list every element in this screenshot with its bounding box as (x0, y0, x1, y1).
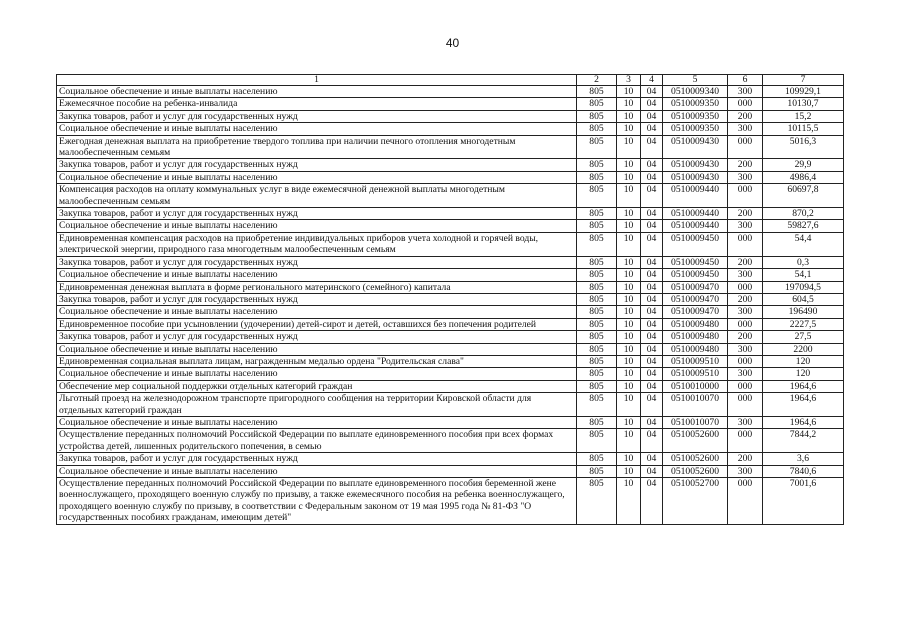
table-row (57, 343, 844, 355)
row-razdel: 10 (617, 380, 641, 392)
row-name: Компенсация расходов на оплату коммунальных услуг в виде ежемесячной денежной выплаты многодетным малообеспеченным семьям (57, 184, 577, 208)
header-col-5: 5 (663, 75, 728, 86)
row-razdel: 10 (617, 123, 641, 135)
row-name: Осуществление переданных полномочий Российской Федерации по выплате единовременного пособия беременной жене военнослужащего, проходящего военную службу по призыву, а также ежемесячного пособия на ребенка военнослужащего, проходящего военную службу по призыву, в соответствии с Федеральным законом от 19 мая 1995 года № 81-ФЗ "О государственных пособиях гражданам, имеющим детей" (57, 478, 577, 525)
row-sum: 604,5 (763, 293, 844, 305)
row-sum: 10115,5 (763, 123, 844, 135)
row-podrazdel: 04 (641, 98, 663, 110)
row-name: Социальное обеспечение и иные выплаты населению (57, 465, 577, 477)
row-podrazdel: 04 (641, 184, 663, 208)
table-row (57, 269, 844, 281)
table-row (57, 393, 844, 417)
row-grbs: 805 (577, 429, 617, 453)
row-csr: 0510009450 (663, 269, 728, 281)
row-razdel: 10 (617, 318, 641, 330)
row-razdel: 10 (617, 281, 641, 293)
row-sum: 120 (763, 355, 844, 367)
header-col-6: 6 (728, 75, 763, 86)
row-podrazdel: 04 (641, 331, 663, 343)
row-grbs: 805 (577, 355, 617, 367)
table-row (57, 380, 844, 392)
row-csr: 0510009440 (663, 184, 728, 208)
row-sum: 54,1 (763, 269, 844, 281)
row-name: Социальное обеспечение и иные выплаты населению (57, 220, 577, 232)
row-razdel: 10 (617, 256, 641, 268)
row-vr: 200 (728, 453, 763, 465)
row-name: Единовременная денежная выплата в форме регионального материнского (семейного) капитала (57, 281, 577, 293)
row-vr: 300 (728, 465, 763, 477)
row-sum: 27,5 (763, 331, 844, 343)
row-name: Социальное обеспечение и иные выплаты населению (57, 306, 577, 318)
header-col-7: 7 (763, 75, 844, 86)
row-razdel: 10 (617, 98, 641, 110)
row-sum: 7840,6 (763, 465, 844, 477)
table-row (57, 368, 844, 380)
row-name: Ежемесячное пособие на ребенка-инвалида (57, 98, 577, 110)
row-name: Социальное обеспечение и иные выплаты населению (57, 269, 577, 281)
row-vr: 000 (728, 232, 763, 256)
row-podrazdel: 04 (641, 135, 663, 159)
row-csr: 0510009350 (663, 110, 728, 122)
header-col-4: 4 (641, 75, 663, 86)
row-csr: 0510010000 (663, 380, 728, 392)
table-row (57, 135, 844, 159)
row-grbs: 805 (577, 86, 617, 98)
row-razdel: 10 (617, 355, 641, 367)
table-row (57, 281, 844, 293)
row-podrazdel: 04 (641, 368, 663, 380)
row-sum: 1964,6 (763, 380, 844, 392)
row-csr: 0510009440 (663, 220, 728, 232)
row-grbs: 805 (577, 232, 617, 256)
row-grbs: 805 (577, 135, 617, 159)
row-razdel: 10 (617, 293, 641, 305)
row-csr: 0510009440 (663, 208, 728, 220)
row-vr: 000 (728, 429, 763, 453)
row-podrazdel: 04 (641, 465, 663, 477)
row-vr: 200 (728, 159, 763, 171)
row-vr: 200 (728, 331, 763, 343)
row-vr: 000 (728, 135, 763, 159)
row-vr: 000 (728, 98, 763, 110)
table-row (57, 416, 844, 428)
row-sum: 0,3 (763, 256, 844, 268)
row-name: Социальное обеспечение и иные выплаты населению (57, 86, 577, 98)
row-grbs: 805 (577, 393, 617, 417)
row-razdel: 10 (617, 269, 641, 281)
row-csr: 0510009510 (663, 368, 728, 380)
row-razdel: 10 (617, 453, 641, 465)
row-vr: 200 (728, 293, 763, 305)
table-row (57, 98, 844, 110)
row-csr: 0510009510 (663, 355, 728, 367)
row-name: Закупка товаров, работ и услуг для государственных нужд (57, 293, 577, 305)
row-grbs: 805 (577, 159, 617, 171)
table-row (57, 208, 844, 220)
table-row (57, 293, 844, 305)
row-sum: 5016,3 (763, 135, 844, 159)
row-csr: 0510009430 (663, 135, 728, 159)
row-grbs: 805 (577, 318, 617, 330)
row-name: Закупка товаров, работ и услуг для государственных нужд (57, 331, 577, 343)
row-name: Социальное обеспечение и иные выплаты населению (57, 416, 577, 428)
row-vr: 300 (728, 171, 763, 183)
row-razdel: 10 (617, 393, 641, 417)
row-razdel: 10 (617, 232, 641, 256)
row-grbs: 805 (577, 281, 617, 293)
row-podrazdel: 04 (641, 110, 663, 122)
row-podrazdel: 04 (641, 306, 663, 318)
row-podrazdel: 04 (641, 86, 663, 98)
table-row (57, 318, 844, 330)
header-col-1: 1 (57, 75, 577, 86)
row-sum: 7001,6 (763, 478, 844, 525)
table-body (57, 86, 844, 525)
row-sum: 4986,4 (763, 171, 844, 183)
row-csr: 0510010070 (663, 416, 728, 428)
row-grbs: 805 (577, 98, 617, 110)
row-csr: 0510009430 (663, 159, 728, 171)
row-grbs: 805 (577, 453, 617, 465)
budget-table (56, 74, 844, 525)
row-sum: 120 (763, 368, 844, 380)
row-name: Ежегодная денежная выплата на приобретение твердого топлива при наличии печного отопления многодетным малообеспеченным семьям (57, 135, 577, 159)
row-podrazdel: 04 (641, 293, 663, 305)
row-razdel: 10 (617, 478, 641, 525)
table-row (57, 331, 844, 343)
table-row (57, 429, 844, 453)
row-csr: 0510010070 (663, 393, 728, 417)
row-grbs: 805 (577, 110, 617, 122)
row-razdel: 10 (617, 368, 641, 380)
row-podrazdel: 04 (641, 478, 663, 525)
row-name: Единовременное пособие при усыновлении (удочерении) детей-сирот и детей, оставшихся без попечения родителей (57, 318, 577, 330)
row-csr: 0510009470 (663, 306, 728, 318)
table-row (57, 256, 844, 268)
row-podrazdel: 04 (641, 256, 663, 268)
row-grbs: 805 (577, 331, 617, 343)
row-name: Социальное обеспечение и иные выплаты населению (57, 123, 577, 135)
row-vr: 200 (728, 208, 763, 220)
row-grbs: 805 (577, 220, 617, 232)
row-razdel: 10 (617, 159, 641, 171)
row-vr: 000 (728, 478, 763, 525)
table-row (57, 171, 844, 183)
row-podrazdel: 04 (641, 171, 663, 183)
row-grbs: 805 (577, 343, 617, 355)
row-grbs: 805 (577, 478, 617, 525)
row-sum: 197094,5 (763, 281, 844, 293)
row-grbs: 805 (577, 184, 617, 208)
row-csr: 0510052700 (663, 478, 728, 525)
table-row (57, 465, 844, 477)
row-name: Социальное обеспечение и иные выплаты населению (57, 171, 577, 183)
row-vr: 300 (728, 269, 763, 281)
row-csr: 0510052600 (663, 429, 728, 453)
row-razdel: 10 (617, 465, 641, 477)
row-vr: 300 (728, 416, 763, 428)
row-podrazdel: 04 (641, 232, 663, 256)
row-vr: 300 (728, 123, 763, 135)
row-razdel: 10 (617, 135, 641, 159)
row-podrazdel: 04 (641, 416, 663, 428)
row-grbs: 805 (577, 368, 617, 380)
row-razdel: 10 (617, 208, 641, 220)
row-razdel: 10 (617, 429, 641, 453)
table-row (57, 123, 844, 135)
row-csr: 0510009470 (663, 281, 728, 293)
row-razdel: 10 (617, 110, 641, 122)
row-grbs: 805 (577, 465, 617, 477)
row-vr: 300 (728, 220, 763, 232)
row-sum: 29,9 (763, 159, 844, 171)
row-sum: 109929,1 (763, 86, 844, 98)
row-name: Социальное обеспечение и иные выплаты населению (57, 368, 577, 380)
row-name: Осуществление переданных полномочий Российской Федерации по выплате единовременного пособия при всех формах устройства детей, лишенных родительского попечения, в семью (57, 429, 577, 453)
row-sum: 54,4 (763, 232, 844, 256)
table-row (57, 110, 844, 122)
row-podrazdel: 04 (641, 343, 663, 355)
row-vr: 300 (728, 343, 763, 355)
row-grbs: 805 (577, 293, 617, 305)
row-vr: 000 (728, 355, 763, 367)
row-csr: 0510009340 (663, 86, 728, 98)
row-csr: 0510009480 (663, 343, 728, 355)
row-sum: 1964,6 (763, 393, 844, 417)
row-sum: 60697,8 (763, 184, 844, 208)
row-csr: 0510009450 (663, 256, 728, 268)
row-grbs: 805 (577, 123, 617, 135)
row-sum: 3,6 (763, 453, 844, 465)
row-csr: 0510009350 (663, 98, 728, 110)
row-sum: 2227,5 (763, 318, 844, 330)
row-podrazdel: 04 (641, 380, 663, 392)
header-col-2: 2 (577, 75, 617, 86)
row-podrazdel: 04 (641, 159, 663, 171)
row-vr: 000 (728, 184, 763, 208)
row-name: Закупка товаров, работ и услуг для государственных нужд (57, 208, 577, 220)
row-podrazdel: 04 (641, 208, 663, 220)
row-sum: 2200 (763, 343, 844, 355)
row-csr: 0510009450 (663, 232, 728, 256)
row-vr: 000 (728, 393, 763, 417)
row-grbs: 805 (577, 208, 617, 220)
row-vr: 000 (728, 380, 763, 392)
row-razdel: 10 (617, 184, 641, 208)
header-row (57, 75, 844, 86)
row-razdel: 10 (617, 343, 641, 355)
row-razdel: 10 (617, 331, 641, 343)
row-podrazdel: 04 (641, 429, 663, 453)
row-vr: 200 (728, 110, 763, 122)
row-vr: 300 (728, 368, 763, 380)
row-podrazdel: 04 (641, 281, 663, 293)
row-vr: 000 (728, 281, 763, 293)
row-grbs: 805 (577, 306, 617, 318)
row-sum: 7844,2 (763, 429, 844, 453)
page-number: 40 (445, 36, 460, 50)
row-sum: 870,2 (763, 208, 844, 220)
row-podrazdel: 04 (641, 393, 663, 417)
row-razdel: 10 (617, 220, 641, 232)
row-name: Льготный проезд на железнодорожном транспорте пригородного сообщения на территории Кировской области для отдельных категорий граждан (57, 393, 577, 417)
row-name: Социальное обеспечение и иные выплаты населению (57, 343, 577, 355)
table-row (57, 232, 844, 256)
row-razdel: 10 (617, 416, 641, 428)
row-vr: 300 (728, 86, 763, 98)
row-name: Закупка товаров, работ и услуг для государственных нужд (57, 256, 577, 268)
row-csr: 0510009480 (663, 331, 728, 343)
row-grbs: 805 (577, 416, 617, 428)
row-name: Единовременная компенсация расходов на приобретение индивидуальных приборов учета холодной и горячей воды, электрической энергии, природного газа многодетным малообеспеченным семьям (57, 232, 577, 256)
row-csr: 0510052600 (663, 453, 728, 465)
table-row (57, 86, 844, 98)
row-podrazdel: 04 (641, 453, 663, 465)
row-name: Обеспечение мер социальной поддержки отдельных категорий граждан (57, 380, 577, 392)
row-csr: 0510009480 (663, 318, 728, 330)
row-sum: 196490 (763, 306, 844, 318)
row-podrazdel: 04 (641, 355, 663, 367)
row-csr: 0510052600 (663, 465, 728, 477)
table-row (57, 159, 844, 171)
row-name: Закупка товаров, работ и услуг для государственных нужд (57, 453, 577, 465)
table-row (57, 306, 844, 318)
row-vr: 300 (728, 306, 763, 318)
row-name: Единовременная социальная выплата лицам, награжденным медалью ордена "Родительская слава" (57, 355, 577, 367)
row-sum: 1964,6 (763, 416, 844, 428)
row-podrazdel: 04 (641, 220, 663, 232)
row-vr: 000 (728, 318, 763, 330)
row-grbs: 805 (577, 256, 617, 268)
row-sum: 59827,6 (763, 220, 844, 232)
row-grbs: 805 (577, 380, 617, 392)
row-sum: 10130,7 (763, 98, 844, 110)
table-row (57, 355, 844, 367)
row-name: Закупка товаров, работ и услуг для государственных нужд (57, 110, 577, 122)
row-razdel: 10 (617, 306, 641, 318)
row-sum: 15,2 (763, 110, 844, 122)
row-csr: 0510009350 (663, 123, 728, 135)
table-row (57, 453, 844, 465)
table-row (57, 478, 844, 525)
row-name: Закупка товаров, работ и услуг для государственных нужд (57, 159, 577, 171)
row-vr: 200 (728, 256, 763, 268)
header-col-3: 3 (617, 75, 641, 86)
row-podrazdel: 04 (641, 318, 663, 330)
row-razdel: 10 (617, 171, 641, 183)
table-row (57, 220, 844, 232)
row-grbs: 805 (577, 171, 617, 183)
row-csr: 0510009430 (663, 171, 728, 183)
table-row (57, 184, 844, 208)
row-grbs: 805 (577, 269, 617, 281)
row-podrazdel: 04 (641, 123, 663, 135)
row-csr: 0510009470 (663, 293, 728, 305)
row-razdel: 10 (617, 86, 641, 98)
row-podrazdel: 04 (641, 269, 663, 281)
